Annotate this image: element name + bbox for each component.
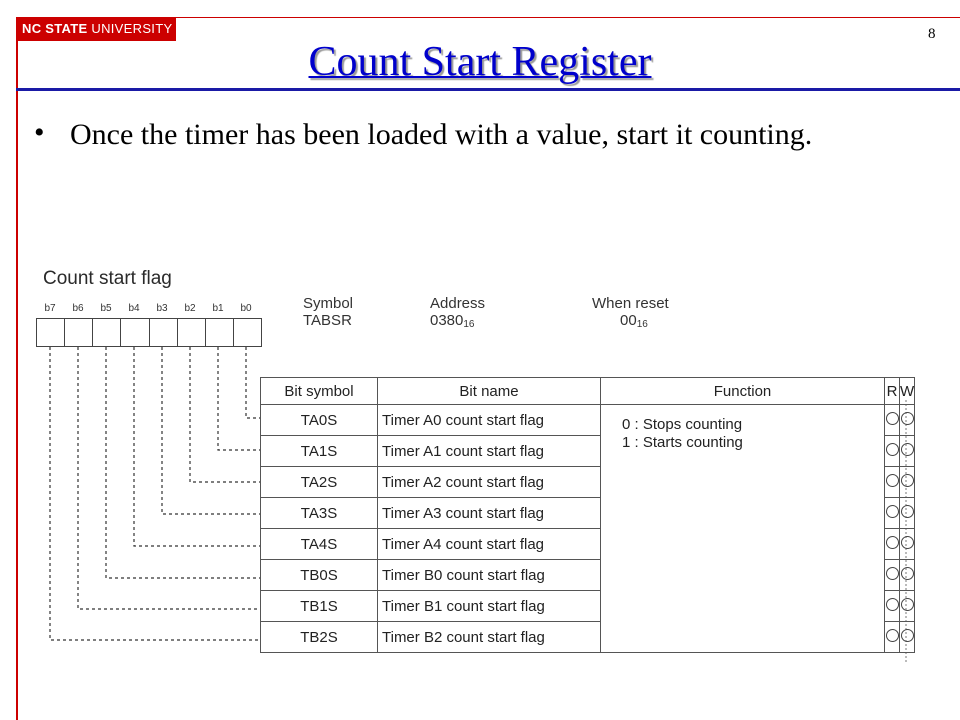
connector-b4 — [134, 347, 260, 546]
bit-label: b2 — [184, 303, 196, 314]
read-cell — [885, 467, 900, 498]
row-name: Timer B1 count start flag — [378, 591, 601, 622]
write-cell — [900, 529, 915, 560]
bullet-text: Once the timer has been loaded with a value, start it counting. — [70, 118, 813, 151]
writable-circle-icon — [901, 567, 914, 580]
reset-label: When reset — [592, 295, 669, 312]
row-name: Timer B2 count start flag — [378, 622, 601, 653]
symbol-label: Symbol — [303, 295, 354, 312]
readable-circle-icon — [886, 567, 899, 580]
write-cell — [900, 405, 915, 436]
header-bit-name: Bit name — [378, 378, 601, 405]
read-cell — [885, 591, 900, 622]
bit-label: b1 — [212, 303, 224, 314]
bit-label: b4 — [128, 303, 140, 314]
readable-circle-icon — [886, 474, 899, 487]
read-cell — [885, 560, 900, 591]
connector-b7 — [50, 347, 260, 640]
connector-b5 — [106, 347, 260, 578]
register-table — [260, 377, 915, 653]
connector-b2 — [190, 347, 260, 482]
readable-circle-icon — [886, 443, 899, 456]
row-name: Timer B0 count start flag — [378, 560, 601, 591]
readable-circle-icon — [886, 598, 899, 611]
read-cell — [885, 436, 900, 467]
header-function: Function — [601, 378, 885, 405]
row-symbol: TB2S — [261, 622, 378, 653]
writable-circle-icon — [901, 536, 914, 549]
row-symbol: TA3S — [261, 498, 378, 529]
logo-rest-text: UNIVERSITY — [87, 21, 173, 36]
header-r: R — [885, 378, 900, 405]
write-cell — [900, 591, 915, 622]
row-name: Timer A4 count start flag — [378, 529, 601, 560]
bullet-marker: • — [34, 116, 45, 149]
row-symbol: TA0S — [261, 405, 378, 436]
writable-circle-icon — [901, 474, 914, 487]
table-header-row — [261, 378, 915, 405]
readable-circle-icon — [886, 536, 899, 549]
row-symbol: TB1S — [261, 591, 378, 622]
address-number: 0380 — [430, 312, 464, 329]
write-cell — [900, 622, 915, 653]
write-cell — [900, 498, 915, 529]
write-cell — [900, 436, 915, 467]
connector-b0 — [246, 347, 260, 418]
read-cell — [885, 498, 900, 529]
writable-circle-icon — [901, 598, 914, 611]
write-cell — [900, 560, 915, 591]
figure-title: Count start flag — [43, 268, 172, 289]
writable-circle-icon — [901, 629, 914, 642]
reset-base: 16 — [636, 319, 648, 330]
connector-b3 — [162, 347, 260, 514]
row-name: Timer A0 count start flag — [378, 405, 601, 436]
logo-bold-text: NC STATE — [22, 21, 88, 36]
slide-title: Count Start Register — [308, 39, 652, 85]
read-cell — [885, 529, 900, 560]
row-name: Timer A1 count start flag — [378, 436, 601, 467]
page-number: 8 — [928, 26, 936, 42]
writable-circle-icon — [901, 505, 914, 518]
symbol-value: TABSR — [303, 312, 352, 329]
row-symbol: TA2S — [261, 467, 378, 498]
write-cell — [900, 467, 915, 498]
row-name: Timer A3 count start flag — [378, 498, 601, 529]
reset-number: 00 — [620, 312, 637, 329]
readable-circle-icon — [886, 505, 899, 518]
readable-circle-icon — [886, 412, 899, 425]
function-description — [622, 416, 743, 452]
bit-label: b6 — [72, 303, 84, 314]
row-name: Timer A2 count start flag — [378, 467, 601, 498]
table-row — [261, 405, 915, 436]
connector-b6 — [78, 347, 260, 609]
header-bit-symbol: Bit symbol — [261, 378, 378, 405]
read-cell — [885, 622, 900, 653]
read-cell — [885, 405, 900, 436]
header-w: W — [900, 378, 915, 405]
row-symbol: TA4S — [261, 529, 378, 560]
row-symbol: TB0S — [261, 560, 378, 591]
connector-b1 — [218, 347, 260, 450]
address-base: 16 — [463, 319, 475, 330]
writable-circle-icon — [901, 412, 914, 425]
bit-label: b7 — [44, 303, 56, 314]
bit-label: b3 — [156, 303, 168, 314]
writable-circle-icon — [901, 443, 914, 456]
function-line-1: 1 : Starts counting — [622, 434, 743, 451]
readable-circle-icon — [886, 629, 899, 642]
bit-label: b5 — [100, 303, 112, 314]
address-label: Address — [430, 295, 486, 312]
row-symbol: TA1S — [261, 436, 378, 467]
function-line-0: 0 : Stops counting — [622, 416, 743, 433]
bit-label: b0 — [240, 303, 252, 314]
